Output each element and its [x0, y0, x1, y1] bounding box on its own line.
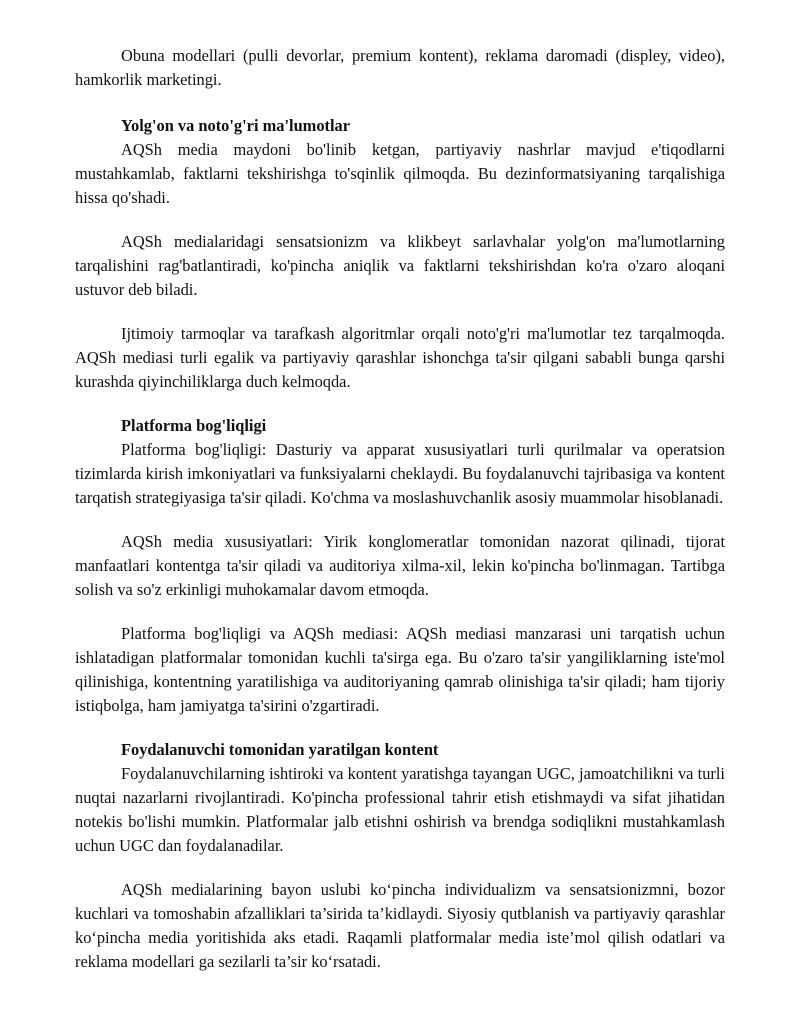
paragraph: AQSh medialarining bayon uslubi ko‘pincha individualizm va sensatsionizmni, bozor kuchlari va tomoshabin afzalliklari ta’sirida ta’kidlaydi. Siyosiy qutblanish va partiyaviy qarashlar ko‘pincha media yoritishida aks etadi. Raqamli platformalar media iste’mol qilish odatlari va reklama modellari ga sezilarli ta’sir ko‘rsatadi.	[75, 880, 725, 971]
paragraph: Foydalanuvchilarning ishtiroki va kontent yaratishga tayangan UGC, jamoatchilikni va turli nuqtai nazarlarni rivojlantiradi. Ko'pincha professional tahrir etish etishmaydi va sifat jihatidan notekis bo'lishi mumkin. Platformalar jalb etishni oshirish va brendga sodiqlikni mustahkamlash uchun UGC dan foydalanadilar.	[75, 764, 725, 855]
paragraph: Platforma bog'liqligi: Dasturiy va apparat xususiyatlari turli qurilmalar va operatsion tizimlarda kirish imkoniyatlari va funksiyalarni cheklaydi. Bu foydalanuvchi tajribasiga va kontent tarqatish strategiyasiga ta'sir qiladi. Ko'chma va moslashuvchanlik asosiy muammolar hisoblanadi.	[75, 440, 725, 507]
paragraph: Ijtimoiy tarmoqlar va tarafkash algoritmlar orqali noto'g'ri ma'lumotlar tez tarqalmoqda. AQSh mediasi turli egalik va partiyaviy qarashlar ishonchga ta'sir qilgani sababli bunga qarshi kurashda qiyinchiliklarga duch kelmoqda.	[75, 324, 725, 391]
paragraph: AQSh media maydoni bo'linib ketgan, partiyaviy nashrlar mavjud e'tiqodlarni mustahkamlab, faktlarni tekshirishga to'sqinlik qilmoqda. Bu dezinformatsiyaning tarqalishiga hissa qo'shadi.	[75, 140, 725, 207]
section-heading-misinformation: Yolg'on va noto'g'ri ma'lumotlar	[121, 116, 351, 135]
paragraph: AQSh media xususiyatlari: Yirik konglomeratlar tomonidan nazorat qilinadi, tijorat manfaatlari kontentga ta'sir qiladi va auditoriya xilma-xil, lekin ko'pincha bo'linmagan. Tartibga solish va so'z erkinligi muhokamalar davom etmoqda.	[75, 532, 725, 599]
paragraph: AQSh medialaridagi sensatsionizm va klikbeyt sarlavhalar yolg'on ma'lumotlarning tarqalishini rag'batlantiradi, ko'pincha aniqlik va faktlarni tekshirishdan ko'ra o'zaro aloqani ustuvor deb biladi.	[75, 232, 725, 299]
section-heading-user-generated-content: Foydalanuvchi tomonidan yaratilgan kontent	[121, 740, 439, 759]
paragraph: Platforma bog'liqligi va AQSh mediasi: AQSh mediasi manzarasi uni tarqatish uchun ishlatadigan platformalar tomonidan kuchli ta'sirga ega. Bu o'zaro ta'sir yangiliklarning iste'mol qilinishiga, kontentning yaratilishiga va auditoriyaning qamrab olinishiga ta'sir qiladi; ham tijoriy istiqbolga, ham jamiyatga ta'sirini o'zgartiradi.	[75, 624, 725, 715]
document-page	[75, 44, 725, 974]
intro-paragraph: Obuna modellari (pulli devorlar, premium kontent), reklama daromadi (displey, video), hamkorlik marketingi.	[75, 46, 725, 89]
section-heading-platform-dependency: Platforma bog'liqligi	[121, 416, 267, 435]
